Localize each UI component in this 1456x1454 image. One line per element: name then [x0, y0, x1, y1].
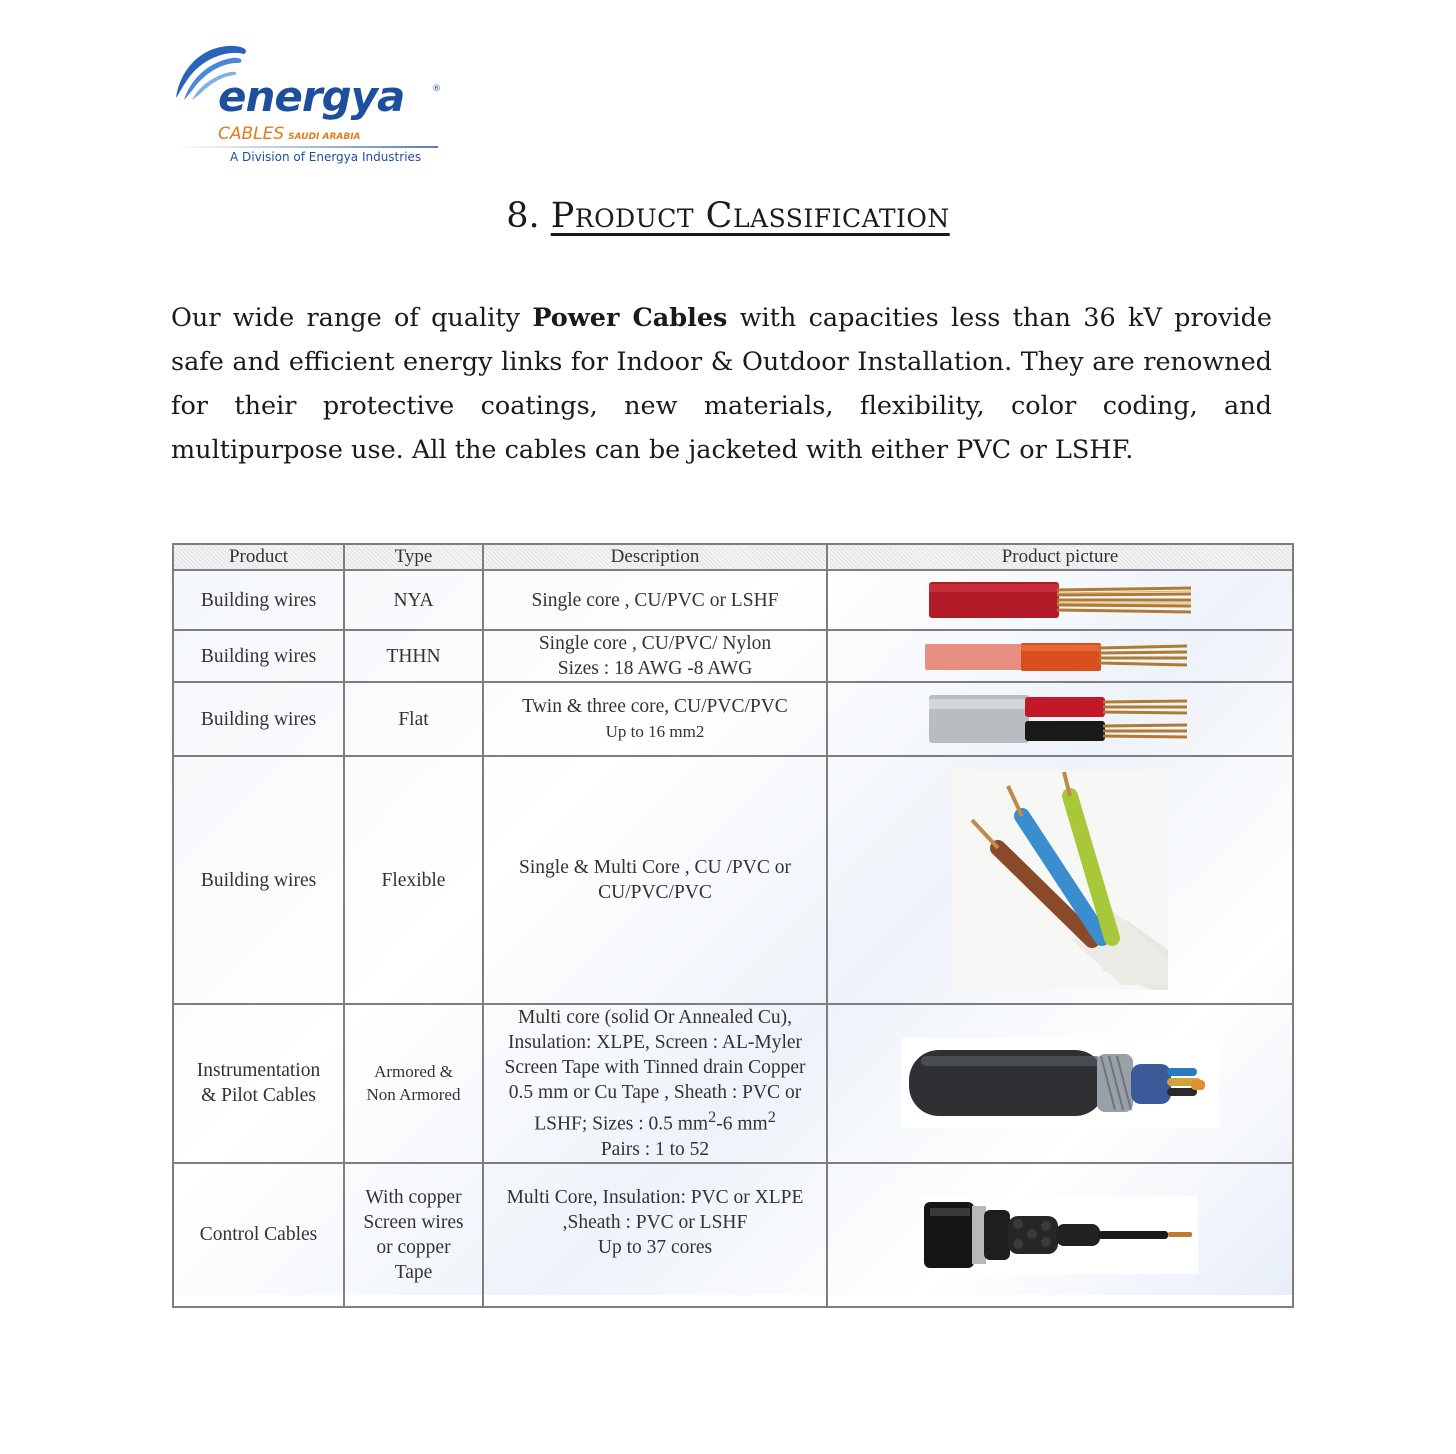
- logo-region: SAUDI ARABIA: [288, 132, 361, 142]
- cell-type: THHN: [344, 630, 483, 682]
- cell-product: Building wires: [173, 682, 344, 756]
- cell-picture: [827, 1163, 1293, 1307]
- sizes-text: LSHF; Sizes : 0.5 mm: [534, 1113, 709, 1135]
- type-line: Screen wires: [363, 1211, 464, 1233]
- table-row: [173, 1004, 1293, 1163]
- logo-division: A Division of Energya Industries: [230, 150, 422, 164]
- cell-type: [344, 1004, 483, 1163]
- type-line: Non Armored: [366, 1085, 461, 1105]
- description-line: Multi Core, Insulation: PVC or XLPE: [506, 1187, 804, 1208]
- type-line: With copper: [365, 1186, 462, 1208]
- cell-product: [173, 1004, 344, 1163]
- company-logo: [170, 40, 460, 170]
- description-line: Pairs : 1 to 52: [600, 1138, 710, 1160]
- section-heading: [0, 196, 1456, 236]
- armored-instrumentation-cable-image: [901, 1038, 1219, 1128]
- intro-bold: Power Cables: [532, 303, 728, 333]
- intro-part2: with capacities less than 36 kV provide safe and efficient energy links for Indoor & Outdoor Installation. They are renowned for their protective coatings, new materials, flexibility, color coding, and multipurpose use. All the cables can be jacketed with either PVC or LSHF.: [171, 303, 1272, 465]
- header-description: Description: [483, 544, 827, 570]
- cell-product: Building wires: [173, 756, 344, 1004]
- description-line: Single core , CU/PVC/ Nylon: [538, 633, 772, 654]
- description-line: 0.5 mm or Cu Tape , Sheath : PVC or: [508, 1082, 802, 1103]
- cell-picture: [827, 630, 1293, 682]
- intro-paragraph: [171, 296, 1272, 472]
- cell-type: [344, 1163, 483, 1307]
- product-line: Instrumentation: [196, 1060, 321, 1082]
- logo-wordmark: energya: [218, 72, 405, 121]
- three-core-flexible-cable-image: [952, 770, 1168, 990]
- description-line: Up to 37 cores: [597, 1237, 713, 1258]
- superscript: 2: [767, 1108, 776, 1126]
- red-single-core-wire-image: [929, 578, 1191, 622]
- cell-product: Building wires: [173, 570, 344, 630]
- orange-thhn-wire-image: [925, 638, 1195, 674]
- description-line: ,Sheath : PVC or LSHF: [562, 1212, 748, 1233]
- description-line: CU/PVC/PVC: [598, 882, 712, 903]
- description-line: Single & Multi Core , CU /PVC or: [519, 857, 791, 878]
- cell-description: Single core , CU/PVC or LSHF: [483, 570, 827, 630]
- section-title: Product Classification: [550, 196, 950, 236]
- description-line: Twin & three core, CU/PVC/PVC: [522, 696, 788, 717]
- type-line: Tape: [394, 1261, 433, 1283]
- superscript: 2: [708, 1108, 717, 1126]
- description-line: Multi core (solid Or Annealed Cu),: [517, 1007, 793, 1028]
- description-line: Sizes : 18 AWG -8 AWG: [557, 658, 753, 679]
- table-row: [173, 756, 1293, 1004]
- header-type: Type: [344, 544, 483, 570]
- type-line: or copper: [376, 1236, 451, 1258]
- header-product: Product: [173, 544, 344, 570]
- logo-divider: [176, 146, 438, 148]
- description-line: [490, 1105, 820, 1137]
- table-row: [173, 1163, 1293, 1307]
- grey-flat-twin-cable-image: [929, 691, 1191, 747]
- cell-picture: [827, 756, 1293, 1004]
- cell-picture: [827, 682, 1293, 756]
- logo-cables-word: CABLES: [218, 124, 285, 144]
- section-number: 8.: [506, 196, 540, 236]
- table-row: [173, 682, 1293, 756]
- description-line: Up to 16 mm2: [605, 722, 705, 741]
- registered-mark: ®: [432, 84, 441, 94]
- logo-cables: [218, 124, 361, 144]
- cell-description: [483, 682, 827, 756]
- cell-description: [483, 756, 827, 1004]
- table-row: [173, 630, 1293, 682]
- description-line: Insulation: XLPE, Screen : AL-Myler: [507, 1032, 803, 1053]
- cell-type: NYA: [344, 570, 483, 630]
- classification-table-wrap: [172, 543, 1292, 1295]
- header-picture: Product picture: [827, 544, 1293, 570]
- cell-product: Building wires: [173, 630, 344, 682]
- cell-picture: [827, 1004, 1293, 1163]
- table-header-row: [173, 544, 1293, 570]
- cell-description: [483, 630, 827, 682]
- cell-type: Flat: [344, 682, 483, 756]
- sizes-text-max: -6 mm: [716, 1113, 768, 1135]
- cell-description: [483, 1004, 827, 1163]
- description-line: Screen Tape with Tinned drain Copper: [504, 1057, 806, 1078]
- cell-product: Control Cables: [173, 1163, 344, 1307]
- black-control-cable-image: [922, 1196, 1198, 1274]
- description-spacer: [490, 1260, 820, 1284]
- intro-part1: Our wide range of quality: [171, 303, 521, 333]
- cell-type: Flexible: [344, 756, 483, 1004]
- product-line: & Pilot Cables: [201, 1085, 316, 1107]
- type-line: Armored &: [374, 1062, 453, 1082]
- classification-table: [172, 543, 1294, 1308]
- table-row: [173, 570, 1293, 630]
- cell-description: [483, 1163, 827, 1307]
- cell-picture: [827, 570, 1293, 630]
